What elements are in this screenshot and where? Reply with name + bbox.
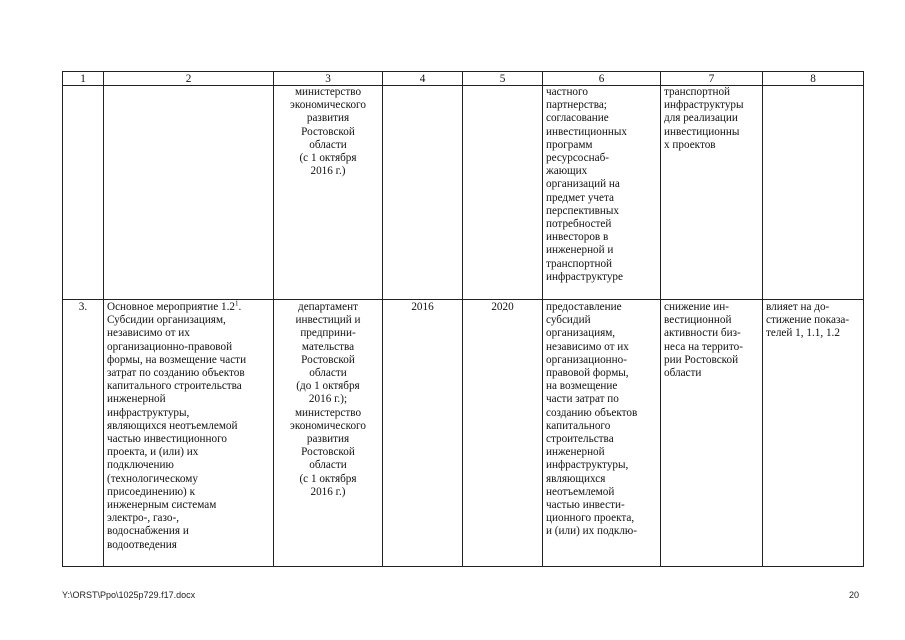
cell-executor: департамент инвестиций и предприни- мательства Ростовской области (до 1 октября 2016 г.); министерство экономического развития Ростовской области (с 1 октября 2016 г.) <box>274 300 383 567</box>
header-row <box>63 72 864 86</box>
cell-activity-name <box>104 300 274 567</box>
cell-empty <box>104 86 274 300</box>
cell-empty <box>463 86 543 300</box>
header-cell-5: 5 <box>463 72 543 86</box>
footer-file-path: Y:\ORST\Ppo\1025p729.f17.docx <box>62 590 196 600</box>
footer-page-number: 20 <box>848 590 859 600</box>
cell-consequence: снижение ин- вестиционной активности биз- неса на террито- рии Ростовской области <box>661 300 763 567</box>
cell-result-continued: частного партнерства; согласование инвестиционных программ ресурсоснаб- жающих организаций на предмет учета перспективных потребностей инвесторов в инженерной и транспортной инфраструктуре <box>543 86 661 300</box>
cell-end-year: 2020 <box>463 300 543 567</box>
cell-empty <box>383 86 463 300</box>
cell-executor-continued: министерство экономического развития Ростовской области (с 1 октября 2016 г.) <box>274 86 383 300</box>
cell-empty <box>63 86 104 300</box>
header-cell-1: 1 <box>63 72 104 86</box>
header-cell-7: 7 <box>661 72 763 86</box>
cell-empty <box>763 86 864 300</box>
cell-indicator-link: влияет на до- стижение показа- телей 1, 1.1, 1.2 <box>763 300 864 567</box>
table-row-continued <box>63 86 864 300</box>
header-cell-2: 2 <box>104 72 274 86</box>
cell-expected-result: предоставление субсидий организациям, независимо от их организационно- правовой формы, на возмещение части затрат по созданию объектов капитального строительства инженерной инфраструктуры, являющихся неотъемлемой частью инвести- ционного проекта, и (или) их подклю- <box>543 300 661 567</box>
header-cell-4: 4 <box>383 72 463 86</box>
header-cell-3: 3 <box>274 72 383 86</box>
cell-consequence-continued: транспортной инфраструктуры для реализации инвестиционны х проектов <box>661 86 763 300</box>
program-table <box>62 71 864 567</box>
header-cell-6: 6 <box>543 72 661 86</box>
activity-title-end: . <box>238 301 242 313</box>
header-cell-8: 8 <box>763 72 864 86</box>
table-row-3 <box>63 300 864 567</box>
activity-title: Основное мероприятие 1.2 <box>107 301 235 313</box>
activity-description: Субсидии организациям, независимо от их организационно-правовой формы, на возмещение части затрат по созданию объектов капитального строительства инженерной инфраструктуры, являющихся неотъемлемой частью инвестиционного проекта, и (или) их подключению (технологическому присоединению) к инженерным системам электро-, газо-, водоснабжения и водоотведения <box>107 314 247 551</box>
cell-start-year: 2016 <box>383 300 463 567</box>
cell-row-number: 3. <box>63 300 104 567</box>
activity-superscript: 1 <box>234 299 239 308</box>
